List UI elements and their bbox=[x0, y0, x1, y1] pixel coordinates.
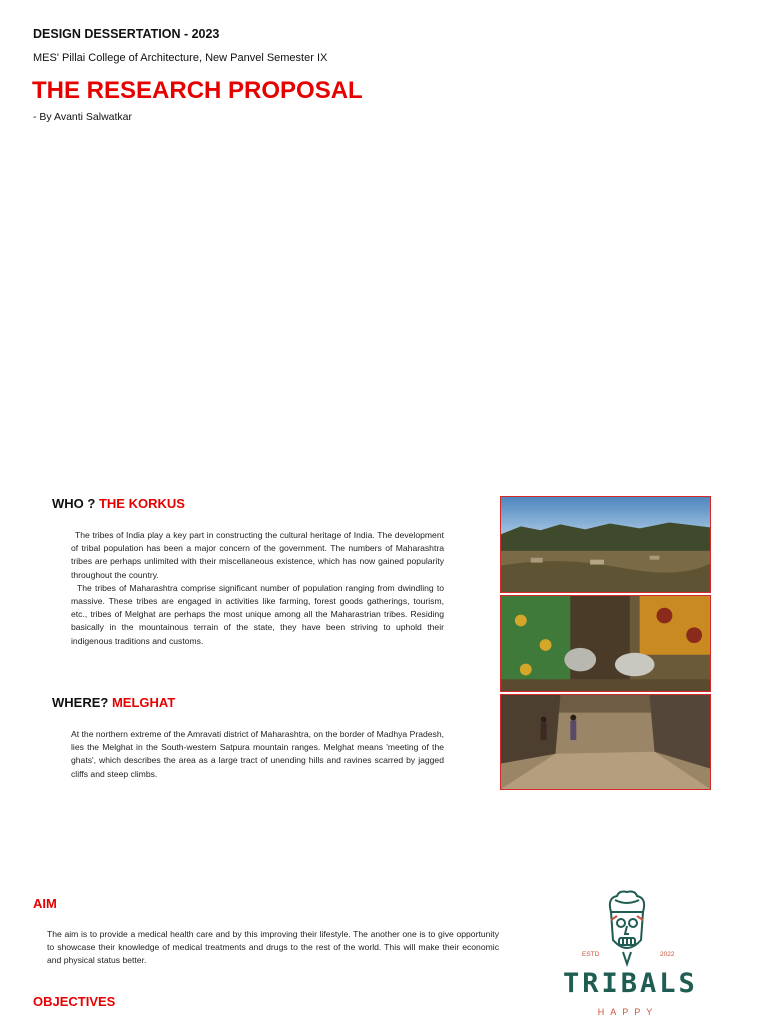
logo-estd: ESTD bbox=[582, 951, 600, 958]
who-paragraph-1: The tribes of India play a key part in constructing the cultural heritage of India. The development of tribal population has been a major concern of the government. The numbers of Maharashtra tribes are perhaps unlimited with their miscellaneous existence, which has now gained popularity throughout the country. bbox=[71, 530, 444, 580]
author-line: - By Avanti Salwatkar bbox=[33, 111, 133, 123]
where-paragraph: At the northern extreme of the Amravati district of Maharashtra, on the border of Madhya Pradesh, lies the Melghat in the South-western Satpura mountain ranges. Melghat means 'meeting of the ghats', which describes the area as a large tract of unending hills and ravines scarred by jagged cliffs and steep climbs. bbox=[71, 729, 444, 779]
college-line: MES' Pillai College of Architecture, New Panvel Semester IX bbox=[33, 52, 328, 64]
logo-tagline: HAPPY bbox=[597, 1007, 659, 1017]
who-text bbox=[71, 529, 444, 648]
village-landscape-photo bbox=[500, 496, 711, 593]
aim-heading: AIM bbox=[33, 896, 57, 911]
cooking-pots-photo bbox=[500, 595, 711, 692]
where-label: WHERE? bbox=[52, 695, 109, 710]
where-heading bbox=[52, 695, 175, 710]
who-highlight: THE KORKUS bbox=[98, 496, 185, 511]
who-label: WHO ? bbox=[52, 496, 96, 511]
logo-year: 2022 bbox=[660, 951, 675, 958]
who-heading bbox=[52, 496, 185, 511]
who-paragraph-2: The tribes of Maharashtra comprise significant number of population ranging from dwindling to massive. These tribes are engaged in activities like farming, forest goods gatherings, tourism, etc., tribes of Melghat are perhaps the most unique among all the Maharastrian tribes. Residing basically in the mountainous terrain of the state, they have been striving to uphold their indigenous traditions and customs. bbox=[71, 582, 444, 646]
where-highlight: MELGHAT bbox=[111, 695, 176, 710]
page-title: THE RESEARCH PROPOSAL bbox=[32, 77, 363, 104]
course-heading: DESIGN DESSERTATION - 2023 bbox=[33, 27, 220, 41]
logo-wordmark: TRIBALS bbox=[563, 968, 698, 999]
village-street-photo bbox=[500, 694, 711, 790]
objectives-heading: OBJECTIVES bbox=[33, 994, 116, 1009]
tribal-mask-icon bbox=[597, 890, 657, 968]
aim-paragraph: The aim is to provide a medical health care and by this improving their lifestyle. The another one is to give opportunity to showcase their knowledge of medical treatments and drugs to the rest of the world. This will make their economic and physical status better. bbox=[47, 929, 499, 966]
